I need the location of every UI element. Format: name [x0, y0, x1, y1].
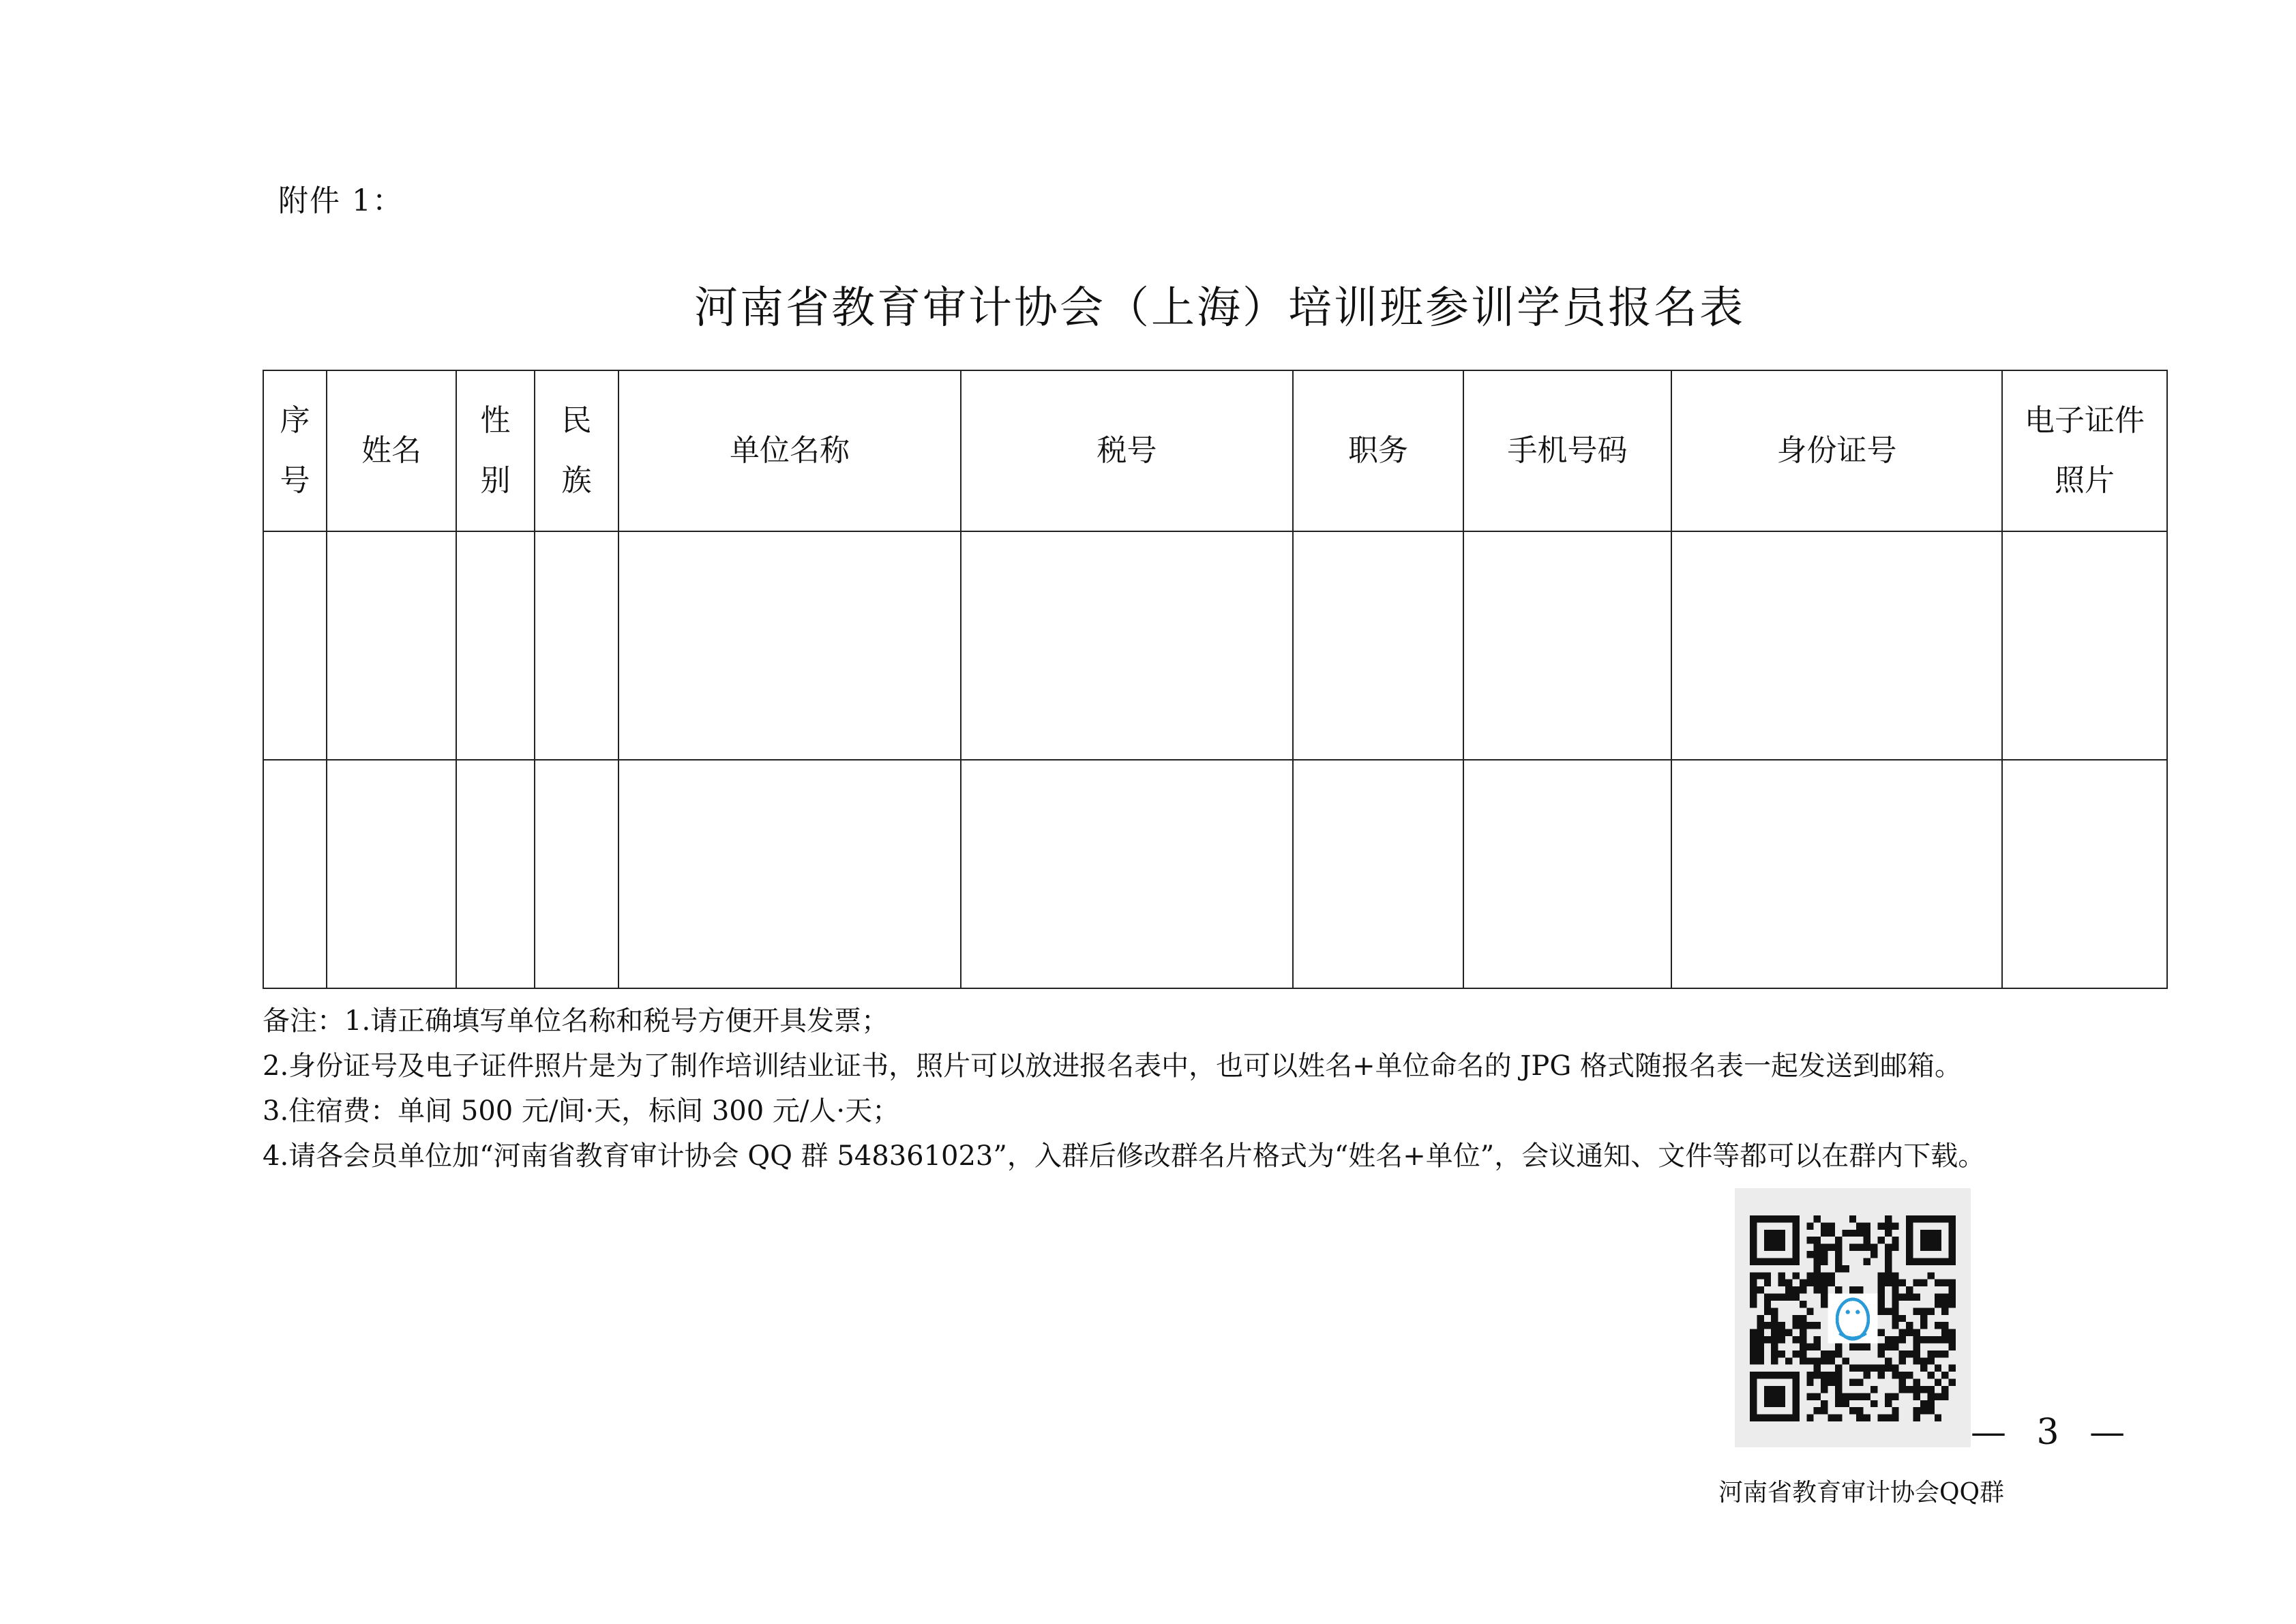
cell-ethnicity[interactable]: [535, 760, 618, 988]
registration-table: [263, 370, 2168, 989]
cell-name[interactable]: [327, 760, 456, 988]
note-line-1: 备注：1.请正确填写单位名称和税号方便开具发票；: [263, 1005, 889, 1037]
cell-seq[interactable]: [263, 531, 327, 760]
document-title: 河南省教育审计协会（上海）培训班参训学员报名表: [694, 283, 1745, 334]
cell-taxid[interactable]: [961, 760, 1293, 988]
note-line-2: 2.身份证号及电子证件照片是为了制作培训结业证书，照片可以放进报名表中，也可以姓名+单位命名的 JPG 格式随报名表一起发送到邮箱。: [263, 1050, 1963, 1082]
qr-code-image: [1750, 1215, 1956, 1421]
cell-position[interactable]: [1293, 760, 1463, 988]
cell-seq[interactable]: [263, 760, 327, 988]
header-unit: 单位名称: [618, 370, 961, 531]
cell-photo[interactable]: [2002, 531, 2167, 760]
cell-idcard[interactable]: [1671, 760, 2002, 988]
header-name: 姓名: [327, 370, 456, 531]
header-photo: 电子证件 照片: [2002, 370, 2167, 531]
cell-phone[interactable]: [1463, 760, 1671, 988]
cell-gender[interactable]: [456, 531, 535, 760]
cell-unit[interactable]: [618, 531, 961, 760]
header-idcard: 身份证号: [1671, 370, 2002, 531]
header-taxid: 税号: [961, 370, 1293, 531]
cell-photo[interactable]: [2002, 760, 2167, 988]
cell-idcard[interactable]: [1671, 531, 2002, 760]
cell-unit[interactable]: [618, 760, 961, 988]
qq-penguin-icon: [1828, 1294, 1878, 1344]
note-line-4: 4.请各会员单位加“河南省教育审计协会 QQ 群 548361023”，入群后修改群名片格式为“姓名+单位”，会议通知、文件等都可以在群内下载。: [263, 1140, 1986, 1172]
cell-taxid[interactable]: [961, 531, 1293, 760]
qr-caption: 河南省教育审计协会QQ群: [1718, 1479, 2005, 1507]
table-row: [263, 760, 2167, 988]
notes-section: [263, 999, 1985, 1179]
note-line-3: 3.住宿费：单间 500 元/间·天，标间 300 元/人·天；: [263, 1095, 900, 1127]
header-phone: 手机号码: [1463, 370, 1671, 531]
cell-ethnicity[interactable]: [535, 531, 618, 760]
cell-gender[interactable]: [456, 760, 535, 988]
header-position: 职务: [1293, 370, 1463, 531]
table-row: [263, 531, 2167, 760]
attachment-label: 附件 1：: [278, 183, 404, 218]
qq-group-qr-code[interactable]: [1735, 1188, 1971, 1447]
cell-phone[interactable]: [1463, 531, 1671, 760]
table-header-row: [263, 370, 2167, 531]
cell-position[interactable]: [1293, 531, 1463, 760]
header-seq: 序 号: [263, 370, 327, 531]
cell-name[interactable]: [327, 531, 456, 760]
page-number: — 3 —: [1971, 1412, 2135, 1453]
header-gender: 性 别: [456, 370, 535, 531]
header-ethnicity: 民 族: [535, 370, 618, 531]
